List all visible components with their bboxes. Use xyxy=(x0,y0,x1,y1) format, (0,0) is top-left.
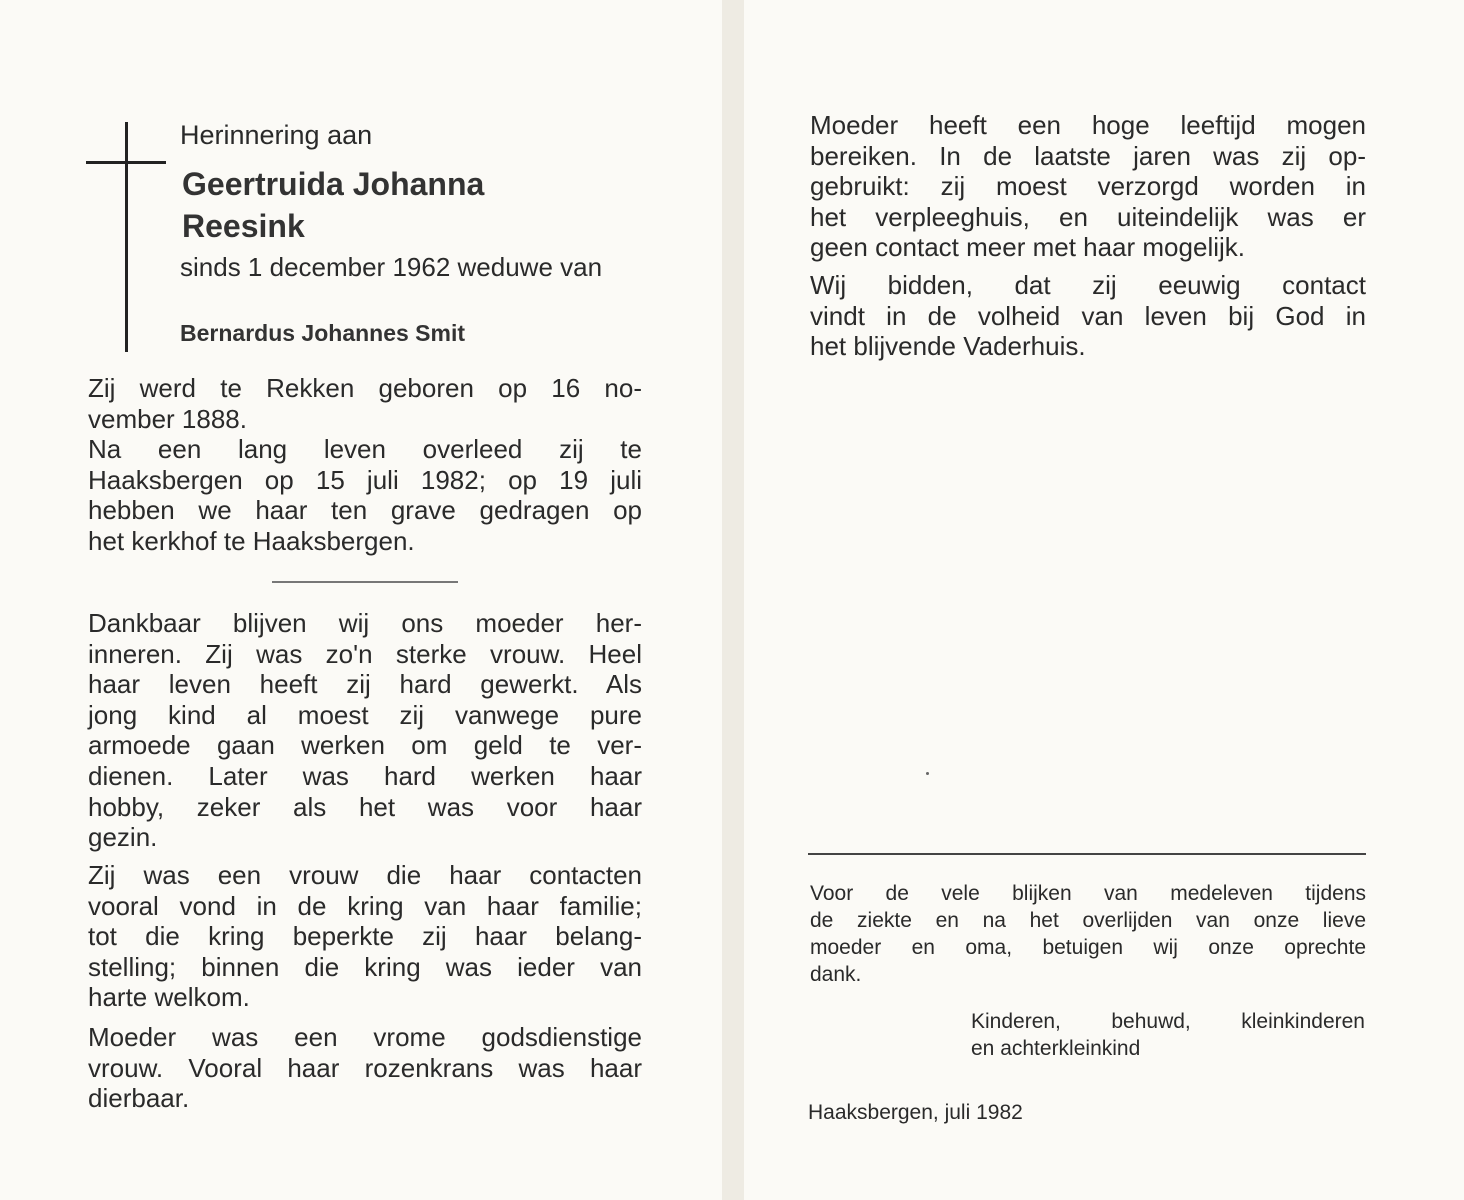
card-fold xyxy=(722,0,744,1200)
text-line: geen contact meer met haar mogelijk. xyxy=(810,232,1245,263)
paper-speck xyxy=(926,772,929,775)
death-paragraph xyxy=(88,434,642,556)
text-line: tot die kring beperkte zij haar belang- xyxy=(88,921,642,952)
divider xyxy=(808,853,1366,855)
text-line: het kerkhof te Haaksbergen. xyxy=(88,525,415,556)
text-line: moeder en oma, betuigen wij onze oprechte xyxy=(810,936,1366,959)
text-line: het blijvende Vaderhuis. xyxy=(810,331,1086,362)
text-line: harte welkom. xyxy=(88,982,250,1013)
old-age-paragraph xyxy=(810,110,1366,263)
widow-since-text: sinds 1 december 1962 weduwe van xyxy=(180,252,603,282)
text-line: vrouw. Vooral haar rozenkrans was haar xyxy=(88,1052,642,1083)
text-line: vooral vond in de kring van haar familie; xyxy=(88,890,642,921)
family-signature xyxy=(971,1008,1365,1062)
cross-icon-vertical xyxy=(125,122,128,352)
divider xyxy=(272,581,458,583)
faith-paragraph xyxy=(88,1022,642,1114)
text-line: armoede gaan werken om geld te ver- xyxy=(88,730,642,761)
deceased-name-line: Geertruida Johanna xyxy=(182,166,485,202)
deceased-name xyxy=(182,163,642,247)
text-line: het verpleeghuis, en uiteindelijk was er xyxy=(810,201,1366,232)
text-line: Na een lang leven overleed zij te xyxy=(88,434,642,464)
prayer-paragraph xyxy=(810,270,1366,362)
text-line: de ziekte en na het overlijden van onze lieve xyxy=(810,909,1366,932)
text-line: hobby, zeker als het was voor haar xyxy=(88,791,642,822)
place-date: Haaksbergen, juli 1982 xyxy=(808,1101,1023,1124)
text-line: Voor de vele blijken van medeleven tijdens xyxy=(810,882,1366,905)
text-line: vindt in de volheid van leven bij God in xyxy=(810,300,1366,331)
text-line: Kinderen, behuwd, kleinkinderen xyxy=(971,1010,1365,1033)
thanks-paragraph xyxy=(810,880,1366,988)
text-line: gebruikt: zij moest verzorgd worden in xyxy=(810,171,1366,202)
text-line: Moeder was een vrome godsdienstige xyxy=(88,1022,642,1052)
text-line: jong kind al moest zij vanwege pure xyxy=(88,699,642,730)
text-line: Wij bidden, dat zij eeuwig contact xyxy=(810,270,1366,300)
text-line: stelling; binnen die kring was ieder van xyxy=(88,951,642,982)
cross-icon-horizontal xyxy=(86,161,166,164)
family-paragraph xyxy=(88,860,642,1013)
text-line: gezin. xyxy=(88,822,158,853)
text-line: Moeder heeft een hoge leeftijd mogen xyxy=(810,110,1366,140)
text-line: Zij was een vrouw die haar contacten xyxy=(88,860,642,890)
text-line: vember 1888. xyxy=(88,403,247,434)
memorial-heading: Herinnering aan xyxy=(180,120,373,150)
text-line: hebben we haar ten grave gedragen op xyxy=(88,495,642,526)
text-line: inneren. Zij was zo'n sterke vrouw. Heel xyxy=(88,638,642,669)
text-line: dierbaar. xyxy=(88,1083,190,1114)
text-line: dank. xyxy=(810,963,862,986)
birth-paragraph xyxy=(88,373,642,434)
text-line: dienen. Later was hard werken haar xyxy=(88,760,642,791)
text-line: en achterkleinkind xyxy=(971,1037,1141,1060)
deceased-name-line: Reesink xyxy=(182,208,305,244)
text-line: Dankbaar blijven wij ons moeder her- xyxy=(88,608,642,638)
text-line: bereiken. In de laatste jaren was zij op- xyxy=(810,140,1366,171)
text-line: Zij werd te Rekken geboren op 16 no- xyxy=(88,373,642,403)
spouse-name: Bernardus Johannes Smit xyxy=(180,320,466,346)
text-line: haar leven heeft zij hard gewerkt. Als xyxy=(88,669,642,700)
gratitude-paragraph xyxy=(88,608,642,853)
text-line: Haaksbergen op 15 juli 1982; op 19 juli xyxy=(88,464,642,495)
